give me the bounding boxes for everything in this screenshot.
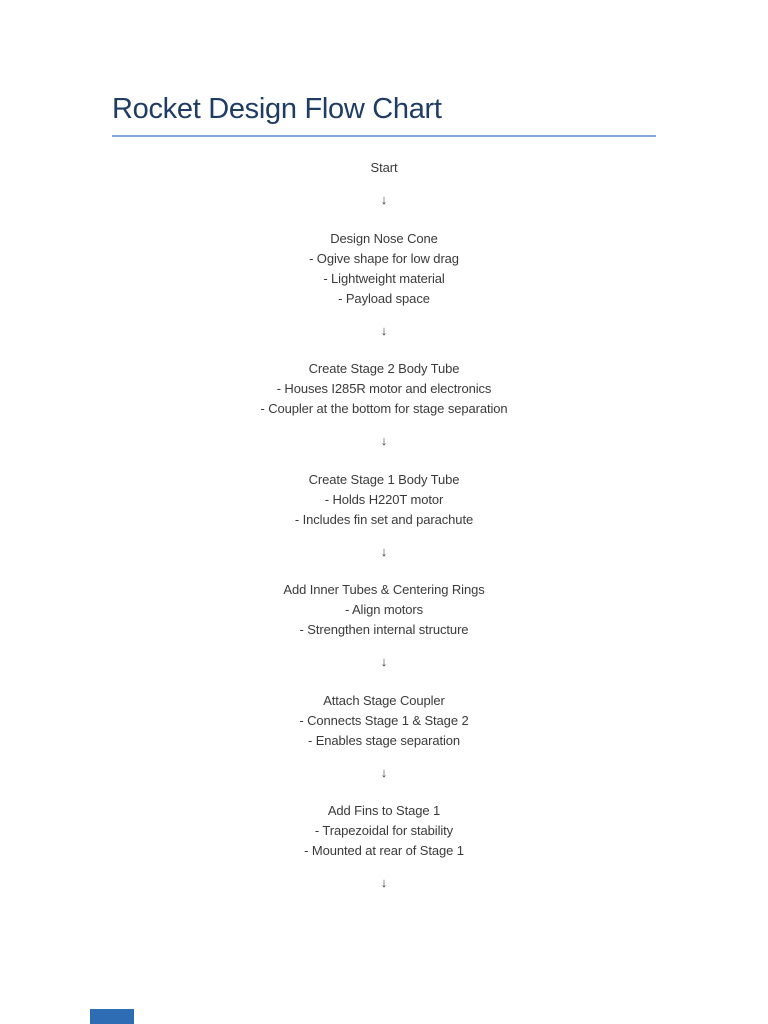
flow-step-detail: - Connects Stage 1 & Stage 2 — [299, 712, 469, 728]
flow-step-detail: - Houses I285R motor and electronics — [276, 381, 492, 396]
flow-step — [0, 580, 768, 640]
flow-step-detail: - Align motors — [344, 602, 424, 617]
flow-chart — [0, 158, 768, 893]
flow-step-detail: - Includes fin set and parachute — [294, 511, 474, 527]
flow-step-title: Add Fins to Stage 1 — [327, 803, 441, 818]
flow-step-title: Create Stage 1 Body Tube — [308, 471, 460, 487]
flow-steps — [0, 190, 768, 893]
flow-step-detail: - Lightweight material — [323, 270, 445, 286]
flow-step-detail: - Trapezoidal for stability — [314, 823, 454, 838]
flow-step — [0, 229, 768, 309]
flow-step-title: Create Stage 2 Body Tube — [308, 361, 460, 376]
next-page-edge — [90, 1009, 134, 1024]
down-arrow-icon: ↓ — [380, 875, 388, 890]
flow-step-detail: - Coupler at the bottom for stage separation — [260, 401, 508, 416]
down-arrow-icon: ↓ — [380, 322, 388, 338]
page-title: Rocket Design Flow Chart — [112, 0, 656, 137]
down-arrow-icon: ↓ — [380, 654, 388, 669]
flow-step-title: Design Nose Cone — [330, 230, 438, 246]
flow-step-detail: - Mounted at rear of Stage 1 — [304, 843, 464, 858]
flow-step — [0, 359, 768, 419]
down-arrow-icon: ↓ — [380, 192, 388, 207]
down-arrow-icon: ↓ — [380, 543, 388, 559]
flow-step-title: Add Inner Tubes & Centering Rings — [283, 582, 485, 597]
flow-step-detail: - Enables stage separation — [307, 732, 461, 748]
flow-step-title: Attach Stage Coupler — [323, 692, 445, 708]
flow-step-detail: - Ogive shape for low drag — [309, 250, 459, 266]
flow-step — [0, 691, 768, 751]
flow-step — [0, 470, 768, 530]
flow-step-detail: - Strengthen internal structure — [299, 622, 469, 637]
flow-step-detail: - Holds H220T motor — [324, 491, 444, 507]
flow-step — [0, 801, 768, 861]
flow-start-label: Start — [370, 160, 398, 175]
down-arrow-icon: ↓ — [380, 433, 388, 448]
down-arrow-icon: ↓ — [380, 764, 388, 780]
flow-step-detail: - Payload space — [338, 290, 430, 306]
